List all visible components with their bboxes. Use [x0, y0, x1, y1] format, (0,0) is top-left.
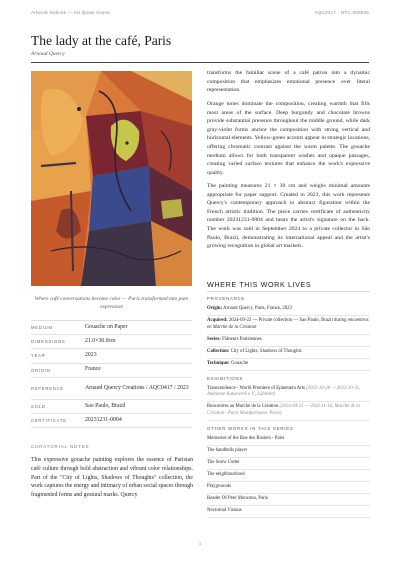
exhibition-dates: (2023-10-28 — 2023-10-31, — [306, 385, 361, 391]
meta-value: 20231231-0004 — [85, 416, 122, 423]
meta-key: DIMENSIONS — [31, 339, 66, 345]
exhibition-place: Ambiente Kunstwerk e.V., Lübbeke) — [207, 392, 276, 398]
notes-paragraph-continued: transforms the familiar scene of a café patron into a dynamic composition that emphasizes emotional presence over literal representation. — [207, 70, 370, 94]
exhibition-name: Rencontres au Marché de la Création — [207, 404, 279, 410]
page-title: The lady at the café, Paris — [31, 33, 172, 48]
provenance-block — [207, 295, 370, 371]
meta-key: YEAR — [31, 353, 46, 359]
meta-value: 21.0×30.0cm — [85, 338, 116, 345]
series-key: Series: — [207, 336, 221, 342]
page-header — [31, 10, 369, 20]
notes-paragraph-lead: This expressive gouache painting explores the essence of Parisian café culture through bold abstraction and vibrant color relationships. Part of the "City of Lights, Shadows of Thoughts" collection, the work captures the energy and intimacy of urban social spaces through fragmented forms and gestural marks. Quercy — [31, 457, 193, 499]
reference-code: AQC0417 · NTC-000035 — [314, 10, 369, 15]
provenance-acquired — [207, 316, 370, 335]
meta-key: SOLD — [31, 403, 46, 409]
provenance-collection — [207, 347, 370, 359]
exhibitions-block — [207, 375, 370, 421]
breadcrumb: Artwork Notices — Art Quasi Anima — [31, 10, 110, 15]
exhibition-place: Création - Paris Montparnasse, Paris) — [207, 410, 282, 416]
exhibition-item — [207, 402, 370, 421]
series-work-link[interactable]: Playgrounds — [207, 482, 370, 494]
artwork-image — [31, 71, 192, 286]
provenance-origin — [207, 304, 370, 316]
meta-value: 2023 — [85, 352, 97, 359]
meta-row-year — [31, 349, 192, 363]
provenance-series — [207, 335, 370, 347]
meta-row-medium — [31, 321, 192, 335]
series-work-link[interactable]: The handbells player — [207, 446, 370, 458]
artist-name: Arnaud Quercy — [31, 51, 65, 57]
exhibition-item — [207, 384, 370, 403]
artwork-caption: Where café conversations become color — Paris transformed into pure expression — [34, 296, 189, 310]
collection-key: Collection: — [207, 348, 230, 354]
meta-value: Sao Paulo, Brazil — [85, 402, 126, 409]
notes-heading: CURATORIAL NOTES — [31, 444, 90, 449]
acquired-event: encuentros en Marche de la Création — [207, 317, 369, 330]
exhibition-dates: (2024-04-21 — 2024-11-16, Marché de la — [279, 404, 360, 410]
series-work-link[interactable]: The neighbourhood — [207, 470, 370, 482]
meta-row-dimensions — [31, 335, 192, 349]
meta-value: Arnaud Quercy Creations / AQC0417 / 2023 — [85, 384, 189, 391]
series-works-block — [207, 425, 370, 518]
notes-paragraph-provenance: The painting measures 21 × 30 cm and weighs minimal amounts appropriate for paper support. Created in 2023, this work represents Quercy's contemporary approach to abstract figuration within the French artistic tradition. The piece carries certificate of authenticity number 20231231-0004 and bears the artist's signature on the back. The work was sold in September 2024 to a private collector in São Paulo, Brazil, demonstrating its international appeal and the artist's growing recognition in global art markets. — [207, 183, 370, 250]
technique-value: Gouache — [230, 360, 248, 366]
section-title-where-lives: WHERE THIS WORK LIVES — [207, 280, 312, 289]
meta-key: MEDIUM — [31, 325, 53, 331]
series-work-link[interactable]: Memories of the Rue des Rosiers - Paris — [207, 434, 370, 446]
technique-key: Technique: — [207, 360, 230, 366]
collection-value: City of Lights, Shadows of Thoughts — [230, 348, 302, 354]
meta-row-certificate — [31, 414, 192, 428]
origin-value: Arnaud Quercy, Paris, France, 2023 — [223, 306, 292, 311]
metadata-table — [31, 320, 192, 428]
notes-paragraph-palette: Orange tones dominate the composition, creating warmth that fills most areas of the surface. Deep burgundy and chocolate browns provide substantial presence throughout the middle ground, while dark gray-violet forms anchor the composition with strong vertical and horizontal elements. Yellow-green accents appear in strategic locations, offering chromatic contrast against the warm palette. The gouache medium allows for both transparent washes and opaque passages, creating varied surface textures that enhance the work's expressive quality. — [207, 101, 370, 176]
acquired-key: Acquired: — [207, 317, 228, 323]
meta-key: REFERENCE — [31, 385, 65, 391]
provenance-technique — [207, 359, 370, 371]
provenance-label: PROVENANCE — [207, 296, 246, 301]
meta-value: France — [85, 366, 101, 373]
section-divider — [207, 291, 370, 292]
exhibition-name: Transcendence - World Premiere of Ephemera Arts — [207, 385, 305, 391]
series-work-link[interactable]: Nocturnal Visions — [207, 506, 370, 518]
meta-row-reference — [31, 378, 192, 400]
meta-row-origin — [31, 364, 192, 378]
title-divider — [31, 62, 369, 63]
meta-key: CERTIFICATE — [31, 418, 67, 424]
series-value: Flâneurs Parisiennes — [222, 336, 262, 342]
where-lives-panel — [207, 295, 370, 522]
other-works-label: OTHER WORKS IN THIS SERIES — [207, 425, 294, 431]
acquired-value: 2024-09-22 — Private collection — Sao Paulo, Brazil during — [228, 317, 347, 323]
meta-row-sold — [31, 400, 192, 414]
meta-key: ORIGIN — [31, 367, 51, 373]
origin-key: Origin: — [207, 306, 223, 311]
page-number: 1 — [198, 541, 202, 546]
meta-value: Gouache on Paper — [85, 323, 128, 330]
exhibitions-label: EXHIBITIONS — [207, 375, 244, 381]
series-work-link[interactable]: Reader Of Pere Moncenu, Paris — [207, 494, 370, 506]
series-work-link[interactable]: The Snow Cutter — [207, 458, 370, 470]
